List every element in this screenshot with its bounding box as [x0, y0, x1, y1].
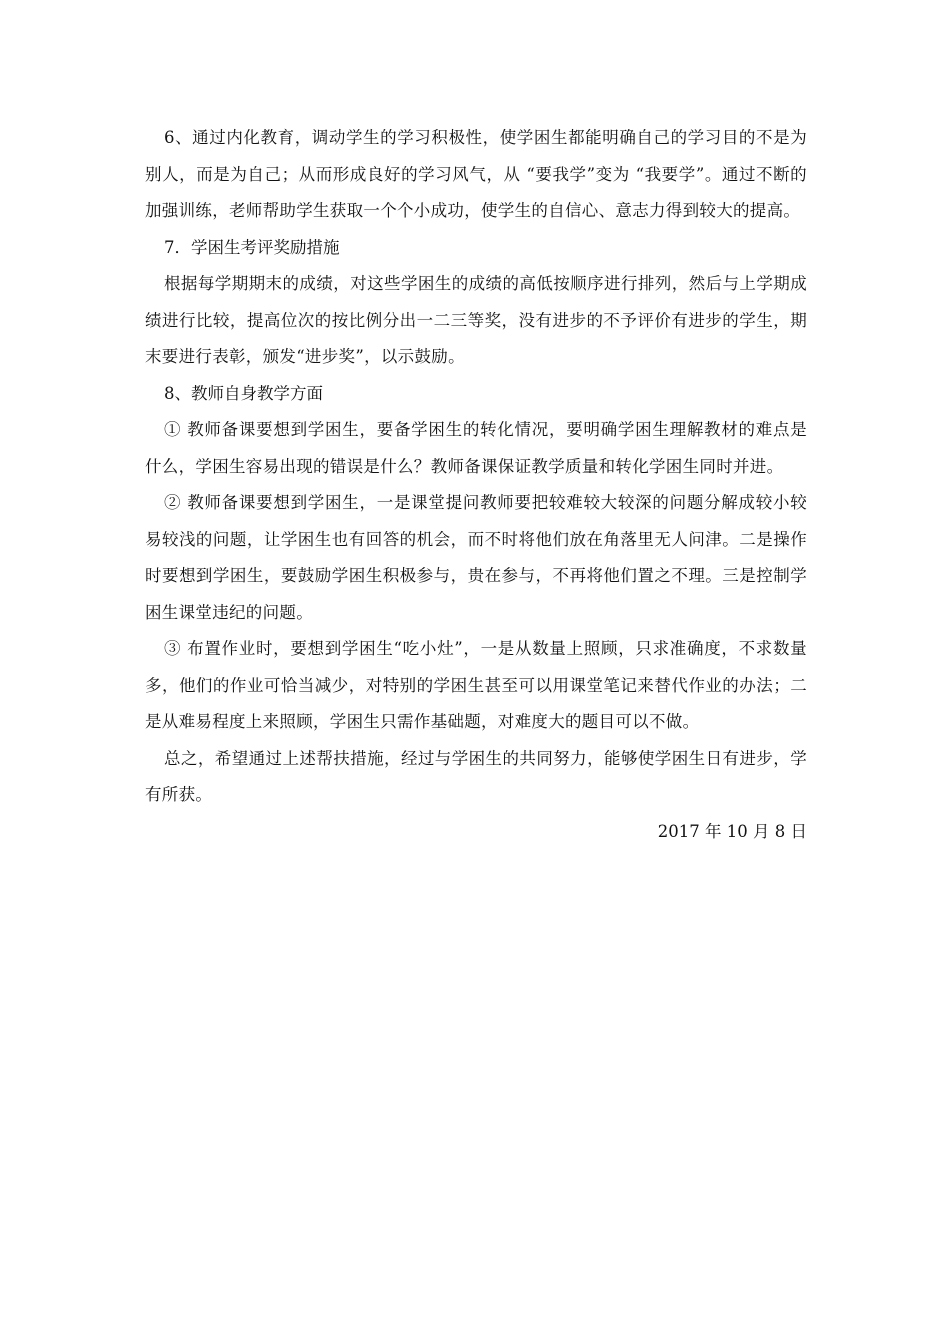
- document-body: [145, 120, 807, 850]
- paragraph-point-2: ② 教师备课要想到学困生，一是课堂提问教师要把较难较大较深的问题分解成较小较易较浅的问题，让学困生也有回答的机会，而不时将他们放在角落里无人问津。二是操作时要想到学困生，要鼓励学困生积极参与，贵在参与，不再将他们置之不理。三是控制学困生课堂违纪的问题。: [145, 493, 807, 622]
- document-date: 2017 年 10 月 8 日: [657, 821, 807, 841]
- paragraph-point-1: ① 教师备课要想到学困生，要备学困生的转化情况，要明确学困生理解教材的难点是什么，学困生容易出现的错误是什么？教师备课保证教学质量和转化学困生同时并进。: [145, 420, 807, 476]
- heading-item-7: 7．学困生考评奖励措施: [164, 237, 340, 257]
- paragraph-point-3: ③ 布置作业时，要想到学困生“吃小灶”，一是从数量上照顾，只求准确度，不求数量多，他们的作业可恰当减少，对特别的学困生甚至可以用课堂笔记来替代作业的办法；二是从难易程度上来照顾，学困生只需作基础题，对难度大的题目可以不做。: [145, 639, 807, 731]
- paragraph-conclusion: 总之，希望通过上述帮扶措施，经过与学困生的共同努力，能够使学困生日有进步，学有所获。: [145, 748, 807, 804]
- paragraph-rewards: 根据每学期期末的成绩，对这些学困生的成绩的高低按顺序进行排列，然后与上学期成绩进行比较，提高位次的按比例分出一二三等奖，没有进步的不予评价有进步的学生，期末要进行表彰，颁发“进步奖”，以示鼓励。: [145, 274, 807, 366]
- heading-item-8: 8、教师自身教学方面: [164, 383, 323, 403]
- paragraph-item-6: 6、通过内化教育，调动学生的学习积极性，使学困生都能明确自己的学习目的不是为别人，而是为自己；从而形成良好的学习风气，从 “要我学”变为 “我要学”。通过不断的加强训练，老师帮助学生获取一个个小成功，使学生的自信心、意志力得到较大的提高。: [145, 128, 807, 220]
